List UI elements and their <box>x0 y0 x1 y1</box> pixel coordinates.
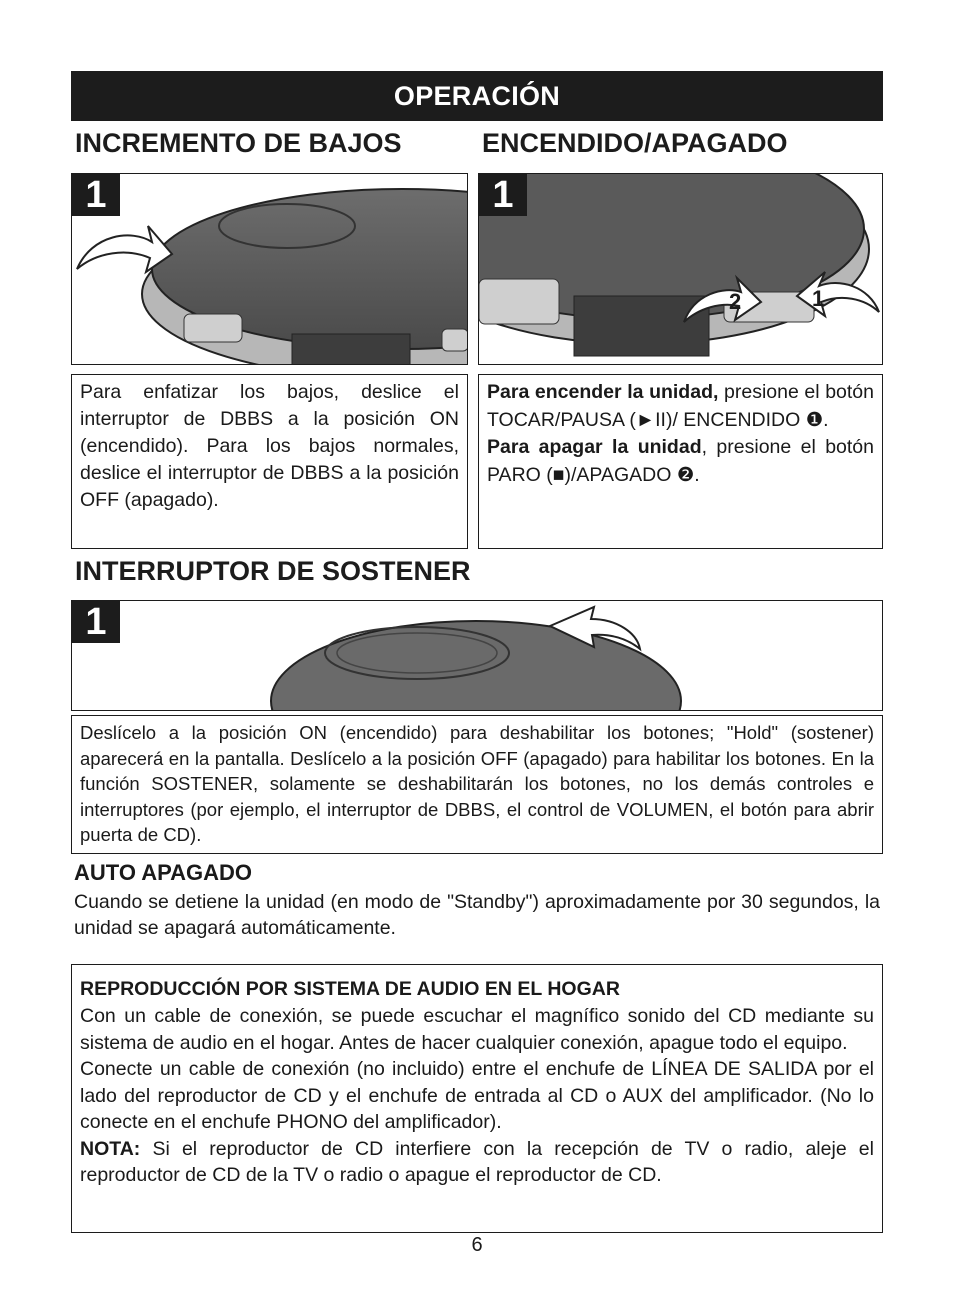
power-heading: ENCENDIDO/APAGADO <box>482 128 788 158</box>
hold-illustration <box>71 600 883 711</box>
power-off-text: , presione el botón PARO (■)/APAGADO ❷. <box>487 436 875 486</box>
cd-player-top-image <box>72 601 883 711</box>
bass-heading: INCREMENTO DE BAJOS <box>75 128 402 158</box>
hold-heading: INTERRUPTOR DE SOSTENER <box>75 556 471 586</box>
auto-off-text: Cuando se detiene la unidad (en modo de "Standby") aproximadamente por 30 segundos, la unidad se apagará automáticamente. <box>74 891 880 939</box>
bass-step-number: 1 <box>72 174 120 216</box>
page-number: 6 <box>471 1234 483 1256</box>
power-off-label: Para apagar la unidad <box>487 436 702 458</box>
note-text: Si el reproductor de CD interfiere con la recepción de TV o radio, aleje el reproductor de CD de la TV o radio o apague el reproductor de CD. <box>80 1137 874 1186</box>
power-illustration <box>478 173 883 365</box>
callout-1: 1 <box>812 286 825 311</box>
power-on-text: presione el botón TOCAR/PAUSA (►II)/ ENCENDIDO ❶. <box>487 381 874 431</box>
bass-instructions <box>71 374 468 549</box>
power-step-number: 1 <box>479 174 527 216</box>
home-audio-p1: Con un cable de conexión, se puede escuchar el magnífico sonido del CD mediante su sistema de audio en el hogar. Antes de hacer cualquier conexión, apague todo el equipo. <box>80 1005 874 1054</box>
home-audio-heading: REPRODUCCIÓN POR SISTEMA DE AUDIO EN EL HOGAR <box>80 978 620 1000</box>
hold-step-number: 1 <box>72 601 120 643</box>
auto-off-heading: AUTO APAGADO <box>74 860 253 885</box>
cd-player-front-image <box>479 174 883 365</box>
home-audio-note <box>80 1136 874 1189</box>
cd-player-side-image <box>72 174 468 365</box>
page-banner <box>71 71 883 121</box>
hold-text: Deslícelo a la posición ON (encendido) para deshabilitar los botones; "Hold" (sostener) aparecerá en la pantalla. Deslícelo a la posición OFF (apagado) para habilitar los botones. En la función SOSTENER, solamente se deshabilitarán los botones, no los demás controles e interruptores (por ejemplo, el interruptor de DBBS, el control de VOLUMEN, el botón para abrir puerta de CD). <box>80 722 874 845</box>
power-instructions <box>478 374 883 549</box>
bass-illustration <box>71 173 468 365</box>
bass-text: Para enfatizar los bajos, deslice el interruptor de DBBS a la posición ON (encendido). Para los bajos normales, deslice el interruptor de DBBS a la posición OFF (apagado). <box>80 381 459 511</box>
page-title: OPERACIÓN <box>393 80 561 111</box>
home-audio-box <box>71 964 883 1233</box>
callout-2: 2 <box>729 289 742 314</box>
home-audio-p2: Conecte un cable de conexión (no incluido) entre el enchufe de LÍNEA DE SALIDA por el lado del reproductor de CD y el enchufe de entrada al CD o AUX del amplificador. (No lo conecte en el enchufe PHONO del amplificador). <box>80 1058 874 1133</box>
power-on-label: Para encender la unidad, <box>487 381 719 403</box>
hold-instructions <box>71 715 883 854</box>
note-label: NOTA: <box>80 1137 141 1160</box>
